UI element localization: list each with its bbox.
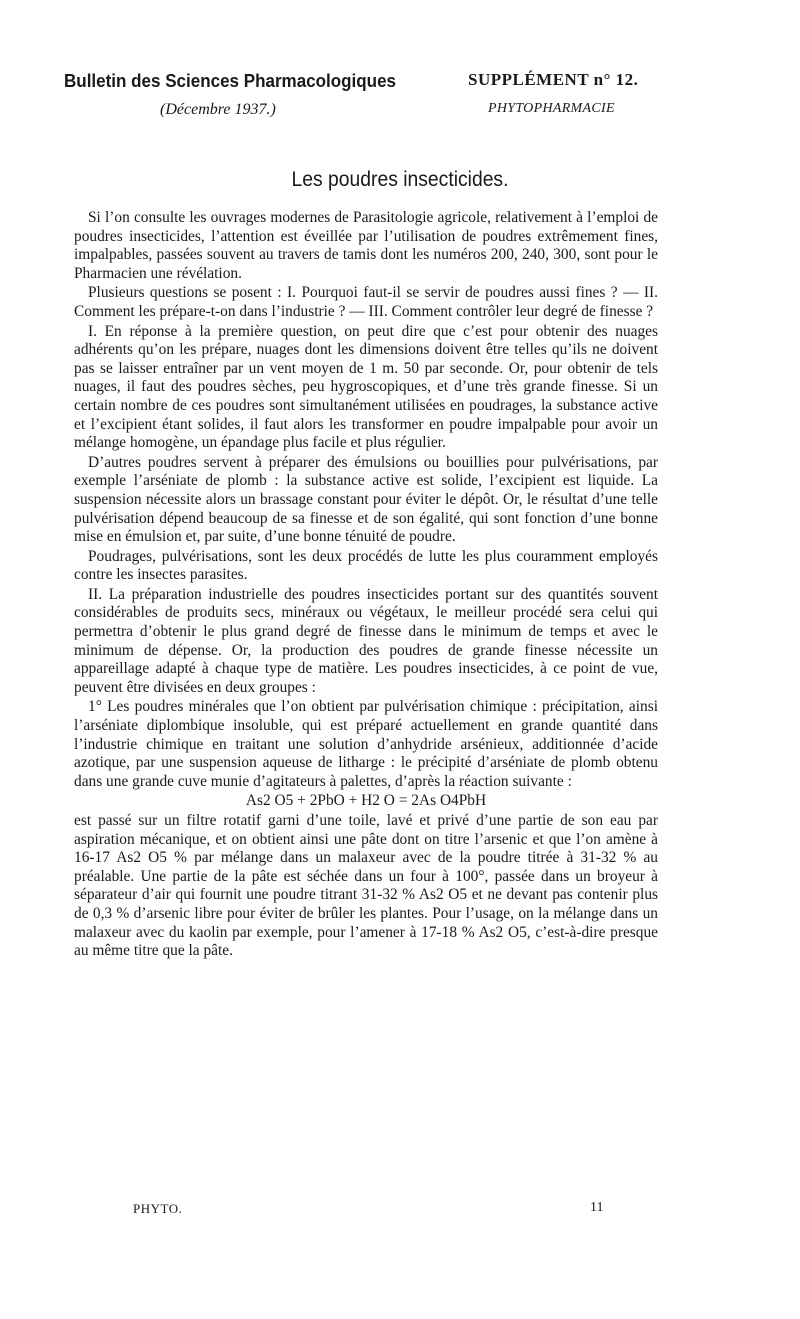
journal-name: Bulletin des Sciences Pharmacologiques (64, 70, 397, 91)
paragraph-2: Plusieurs questions se posent : I. Pourquoi faut-il se servir de poudres aussi fines ? — II. Comment les prépare-t-on dans l’industrie ? — III. Comment contrôler leur degré de finesse ? (74, 284, 658, 320)
paragraph-3: I. En réponse à la première question, on peut dire que c’est pour obtenir des nuages adhérents qu’on les prépare, nuages dont les dimensions doivent être telles qu’ils ne doivent pas se laisser entraîner par un vent moyen de 1 m. 50 par seconde. Or, pour obtenir de tels nuages, il faut des poudres sèches, peu hygroscopiques, et d’une très grande finesse. Si un certain nombre de ces poudres sont simultanément utilisées en poudrages, la substance active et l’excipient étant solides, il faut alors les transformer en poudre impalpable pour avoir un mélange homogène, un épandage plus facile et plus régulier. (74, 322, 658, 452)
section-name: PHYTOPHARMACIE (488, 101, 615, 116)
paragraph-4: D’autres poudres servent à préparer des émulsions ou bouillies pour pulvérisations, par exemple l’arséniate de plomb : la substance active est solide, l’excipient est liquide. La suspension nécessite alors un brassage constant pour éviter le dépôt. Or, le résultat d’une telle pulvérisation dépend beaucoup de sa finesse et de son égalité, qui sont fonction d’une bonne mise en émulsion et, par suite, d’une bonne ténuité de poudre. (74, 453, 658, 546)
paragraph-6: II. La préparation industrielle des poudres insecticides portant sur des quantités souvent considérables de produits secs, minéraux ou végétaux, le meilleur procédé sera celui qui permettra d’obtenir le plus grand degré de finesse dans le minimum de temps et avec le minimum de dépense. Or, la production des poudres de grande finesse nécessite un appareillage adapté à chaque type de matière. Les poudres insecticides, à ce point de vue, peuvent être divisées en deux groupes : (74, 585, 658, 696)
paragraph-7: 1° Les poudres minérales que l’on obtient par pulvérisation chimique : précipitation, ainsi l’arséniate diplombique insoluble, qui est préparé actuellement en grande quantité dans l’industrie chimique en traitant une solution d’anhydride arsénieux, additionnée d’acide azotique, par une suspension aqueuse de litharge : le précipité d’arséniate de plomb obtenu dans une grande cuve munie d’agitateurs à palettes, d’après la réaction suivante : (74, 698, 658, 790)
footer-section-abbrev: PHYTO. (133, 1201, 183, 1216)
chemical-equation: As2 O5 + 2PbO + H2 O = 2As O4PbH (245, 792, 487, 810)
issue-date: (Décembre 1937.) (160, 101, 276, 118)
paragraph-8: est passé sur un filtre rotatif garni d’une toile, lavé et privé d’une partie de son eau par aspiration mécanique, et on obtient ainsi une pâte dont on titre l’arsenic et que l’on amène à 16-17 As2 O5 % par mélange dans un malaxeur avec de la poudre titrée à 31-32 % au préalable. Une partie de la pâte est séchée dans un four à 100°, passée dans un broyeur à séparateur d’air qui fournit une poudre titrant 31-32 % As2 O5 et ne devant pas contenir plus de 0,3 % d’arsenic libre pour éviter de brûler les plantes. Pour l’usage, on la mélange dans un malaxeur avec du kaolin par exemple, pour l’amener à 17-18 % As2 O5, c’est-à-dire presque au même titre que la pâte. (74, 812, 658, 960)
article-title: Les poudres insecticides. (291, 168, 509, 191)
supplement-number: SUPPLÉMENT n° 12. (468, 70, 639, 89)
paragraph-1: Si l’on consulte les ouvrages modernes de Parasitologie agricole, relativement à l’emploi de poudres insecticides, l’attention est éveillée par l’utilisation de poudres extrêmement fines, impalpables, passées souvent au travers de tamis dont les numéros 200, 240, 300, sont pour le Pharmacien une révélation. (74, 209, 658, 282)
page-number: 11 (590, 1200, 604, 1215)
article-body (74, 209, 658, 961)
paragraph-5: Poudrages, pulvérisations, sont les deux procédés de lutte les plus couramment employés contre les insectes parasites. (74, 547, 658, 584)
